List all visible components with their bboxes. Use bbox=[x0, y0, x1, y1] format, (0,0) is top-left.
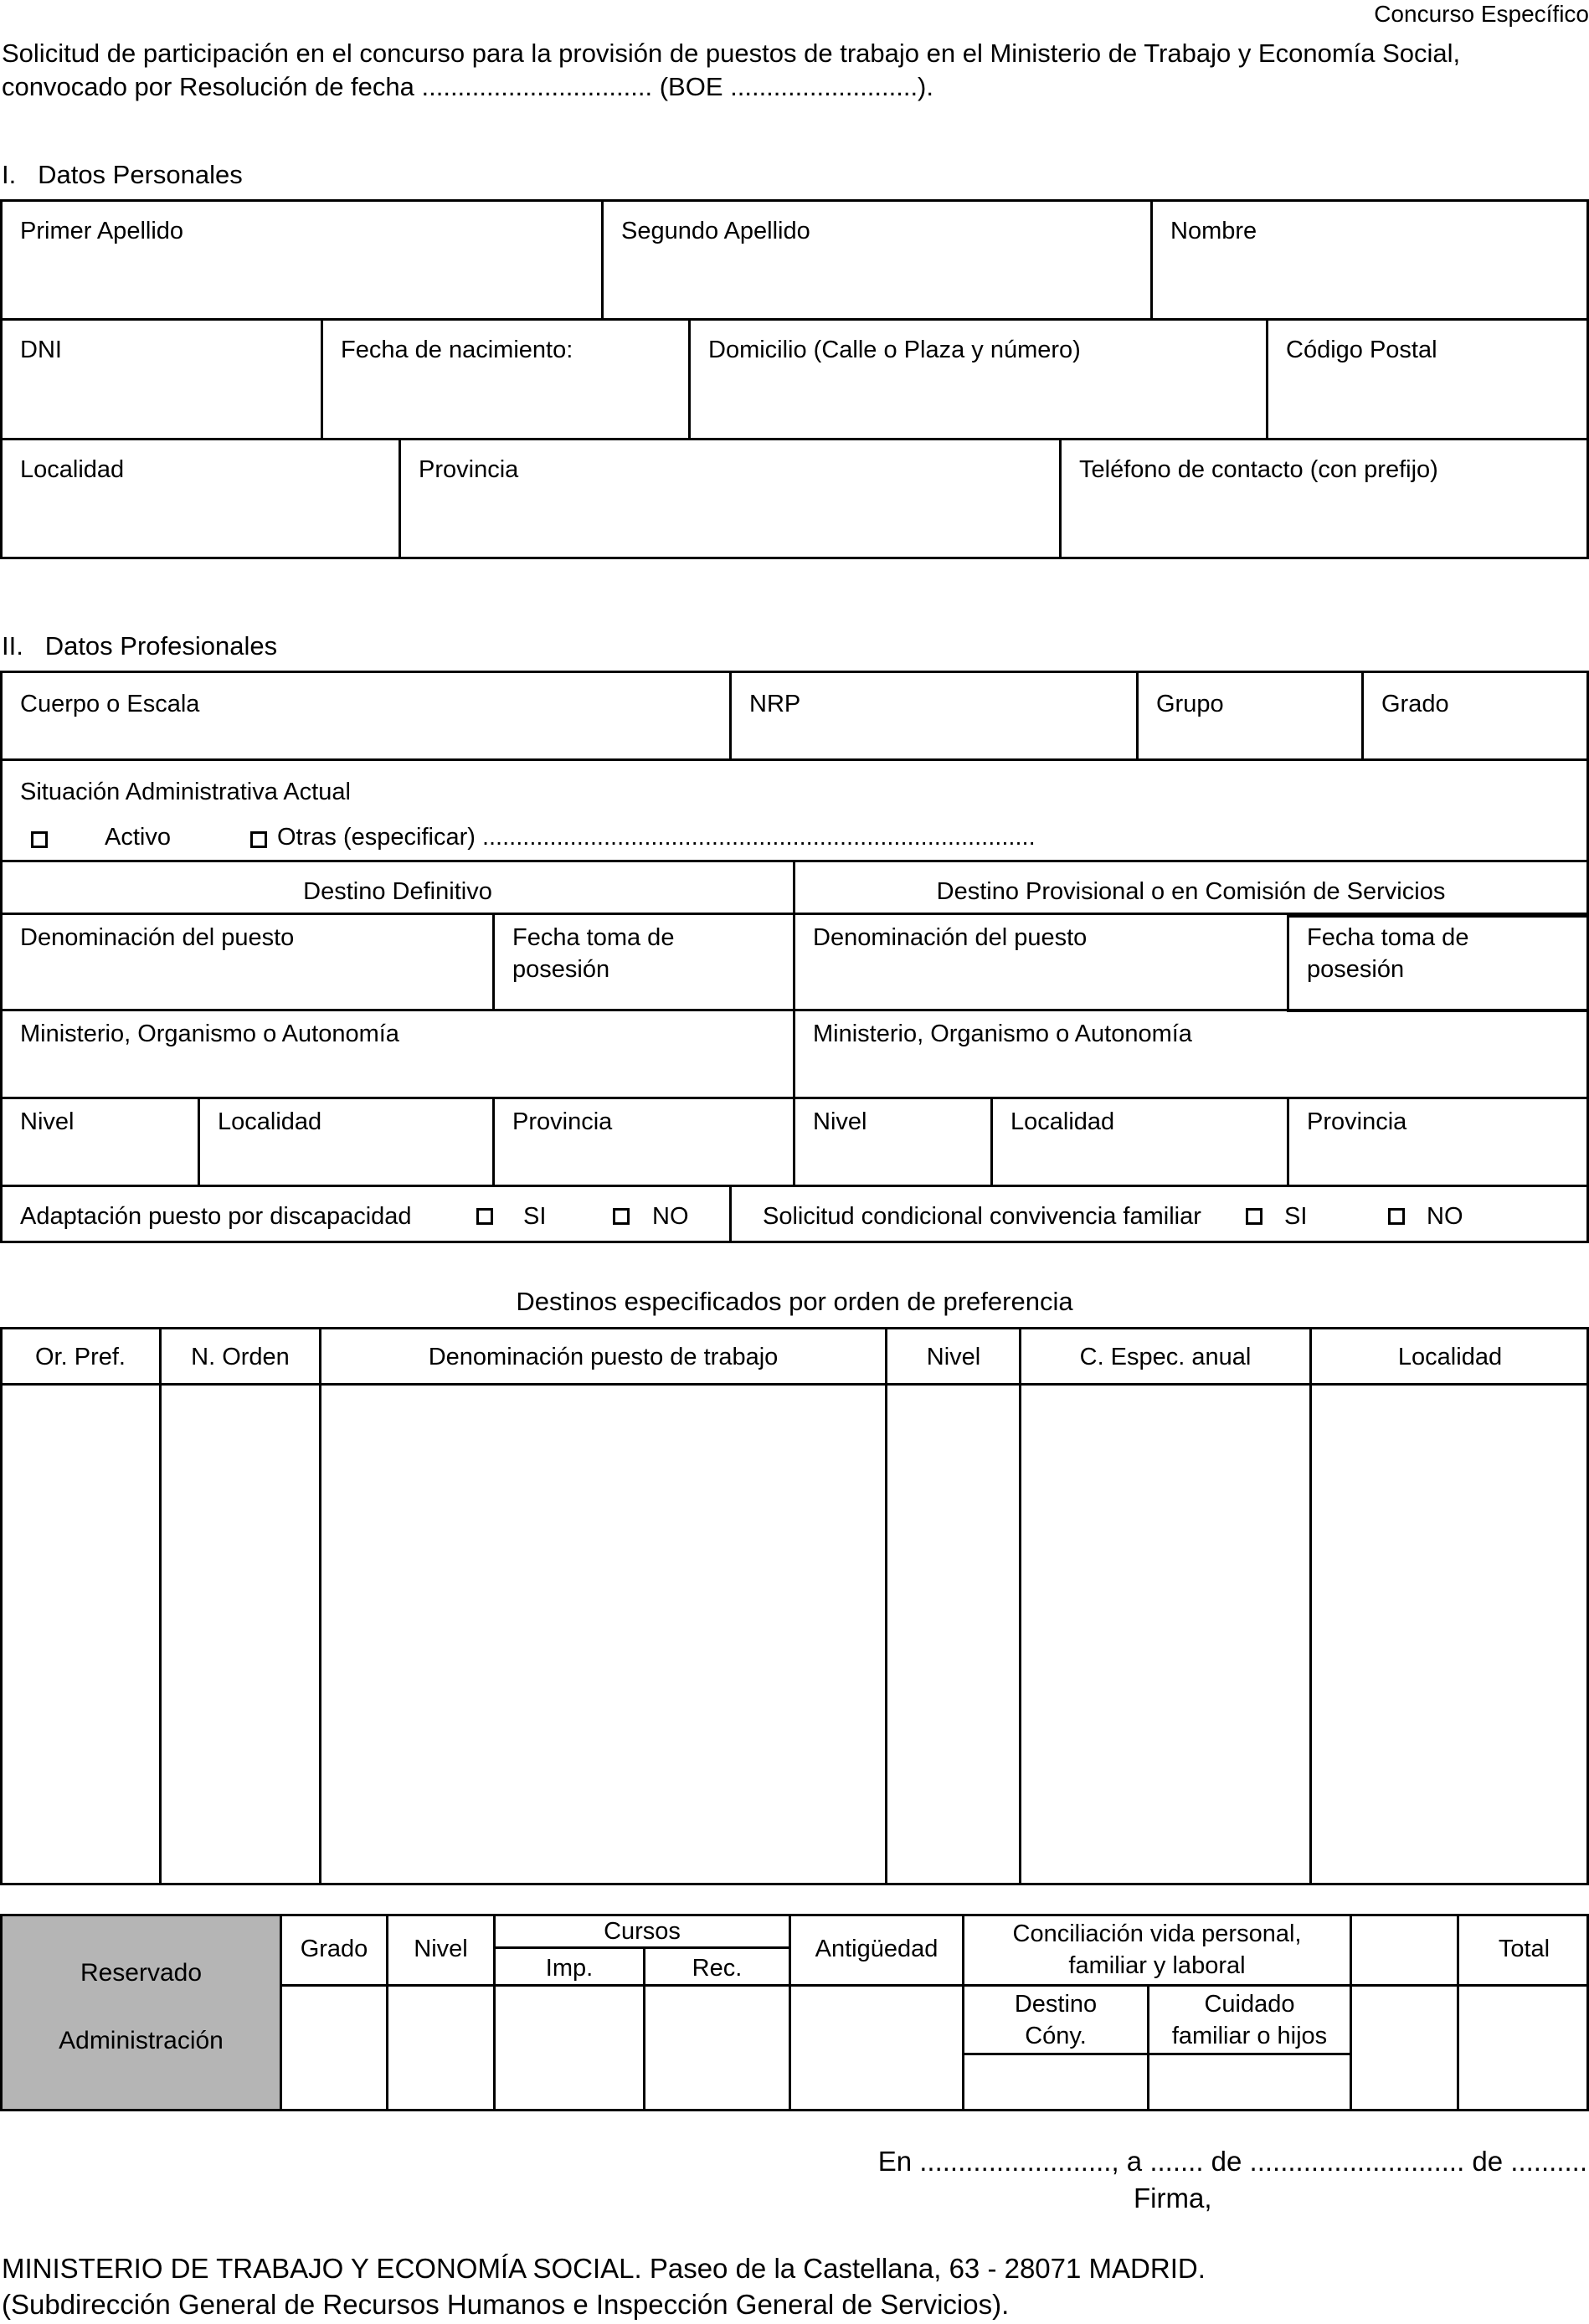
label-destino-definitivo: Destino Definitivo bbox=[303, 878, 492, 905]
solicitud-condicional-row bbox=[729, 1185, 1589, 1243]
label-primer-apellido: Primer Apellido bbox=[20, 218, 184, 244]
field-primer-apellido[interactable] bbox=[0, 199, 604, 321]
footer-subdireccion: (Subdirección General de Recursos Humanos e Inspección General de Servicios). bbox=[2, 2289, 1010, 2320]
label-convivencia-no: NO bbox=[1427, 1203, 1463, 1230]
label-codigo-postal: Código Postal bbox=[1286, 337, 1437, 363]
section-2-title: Datos Profesionales bbox=[44, 631, 278, 661]
field-nombre[interactable] bbox=[1150, 199, 1589, 321]
checkbox-activo[interactable] bbox=[31, 831, 48, 848]
label-admin-total: Total bbox=[1498, 1936, 1550, 1962]
field-def-fecha-toma[interactable] bbox=[492, 913, 795, 1011]
label-domicilio: Domicilio (Calle o Plaza y número) bbox=[708, 337, 1081, 363]
section-1-title: Datos Personales bbox=[38, 160, 243, 189]
label-prov-fecha-toma-1: Fecha toma de bbox=[1307, 924, 1469, 951]
col-header-nivel: Nivel bbox=[926, 1344, 981, 1370]
label-reservado: Reservado bbox=[80, 1959, 203, 1987]
field-def-nivel[interactable] bbox=[0, 1097, 200, 1187]
label-admin-cuidado-1: Cuidado bbox=[1204, 1991, 1295, 2018]
field-provincia[interactable] bbox=[399, 438, 1062, 559]
label-convivencia-si: SI bbox=[1284, 1203, 1308, 1230]
label-activo: Activo bbox=[105, 824, 171, 851]
label-fecha-nacimiento: Fecha de nacimiento: bbox=[341, 337, 573, 363]
label-solicitud-condicional: Solicitud condicional convivencia familiar bbox=[763, 1203, 1201, 1230]
col-header-n-orden: N. Orden bbox=[191, 1344, 290, 1370]
label-def-fecha-toma-2: posesión bbox=[512, 956, 610, 983]
signature-firma: Firma, bbox=[1134, 2183, 1212, 2213]
label-nombre: Nombre bbox=[1170, 218, 1257, 244]
label-prov-ministerio: Ministerio, Organismo o Autonomía bbox=[813, 1021, 1192, 1047]
field-domicilio[interactable] bbox=[688, 318, 1268, 440]
label-destino-provisional: Destino Provisional o en Comisión de Servicios bbox=[936, 878, 1446, 905]
label-prov-fecha-toma-2: posesión bbox=[1307, 956, 1405, 983]
reservado-administracion-cell bbox=[0, 1914, 282, 2111]
field-fecha-nacimiento[interactable] bbox=[321, 318, 691, 440]
field-cuerpo-escala[interactable] bbox=[0, 671, 732, 761]
label-def-ministerio: Ministerio, Organismo o Autonomía bbox=[20, 1021, 399, 1047]
field-codigo-postal[interactable] bbox=[1266, 318, 1589, 440]
section-1-number: I. bbox=[2, 160, 17, 189]
label-admin-antiguedad: Antigüedad bbox=[815, 1936, 938, 1962]
label-localidad: Localidad bbox=[20, 456, 125, 483]
label-admin-conciliacion-2: familiar y laboral bbox=[1068, 1952, 1246, 1979]
admin-col-divider-conciliacion bbox=[1350, 1914, 1352, 2111]
section-2-heading bbox=[2, 630, 277, 663]
form-type-tag: Concurso Específico bbox=[1374, 1, 1589, 27]
field-def-localidad[interactable] bbox=[198, 1097, 495, 1187]
label-def-nivel: Nivel bbox=[20, 1108, 75, 1135]
label-admin-conciliacion-1: Conciliación vida personal, bbox=[1012, 1920, 1302, 1947]
label-admin-rec: Rec. bbox=[692, 1955, 743, 1982]
label-cuerpo-escala: Cuerpo o Escala bbox=[20, 691, 200, 717]
admin-conciliacion-divider bbox=[962, 2053, 1351, 2055]
label-prov-localidad: Localidad bbox=[1010, 1108, 1115, 1135]
field-def-denominacion[interactable] bbox=[0, 913, 495, 1011]
destinos-entry-area[interactable] bbox=[3, 1386, 1586, 1883]
label-def-fecha-toma-1: Fecha toma de bbox=[512, 924, 675, 951]
label-segundo-apellido: Segundo Apellido bbox=[621, 218, 810, 244]
label-admin-cuidado-2: familiar o hijos bbox=[1171, 2023, 1328, 2049]
field-grado[interactable] bbox=[1361, 671, 1589, 761]
situacion-administrativa-block bbox=[0, 758, 1589, 862]
label-adaptacion: Adaptación puesto por discapacidad bbox=[20, 1203, 412, 1230]
section-2-number: II. bbox=[2, 631, 23, 661]
field-grupo[interactable] bbox=[1136, 671, 1364, 761]
label-prov-nivel: Nivel bbox=[813, 1108, 867, 1135]
header-destino-provisional bbox=[793, 860, 1589, 915]
label-adaptacion-no: NO bbox=[652, 1203, 689, 1230]
field-nrp[interactable] bbox=[729, 671, 1139, 761]
footer-address: MINISTERIO DE TRABAJO Y ECONOMÍA SOCIAL. Paseo de la Castellana, 63 - 28071 MADRID. bbox=[2, 2253, 1206, 2284]
label-dni: DNI bbox=[20, 337, 62, 363]
label-def-denominacion: Denominación del puesto bbox=[20, 924, 295, 951]
label-admin-nivel: Nivel bbox=[414, 1936, 468, 1962]
label-administracion: Administración bbox=[59, 2027, 224, 2054]
checkbox-convivencia-no[interactable] bbox=[1388, 1208, 1405, 1225]
signature-place-date: En ........................., a ....... de ............................ de .......... bbox=[877, 2146, 1587, 2177]
label-admin-destino-1: Destino bbox=[1014, 1991, 1098, 2018]
label-admin-imp: Imp. bbox=[545, 1955, 594, 1982]
destinos-title: Destinos especificados por orden de preferencia bbox=[516, 1287, 1073, 1316]
adaptacion-discapacidad-row bbox=[0, 1185, 732, 1243]
label-def-provincia: Provincia bbox=[512, 1108, 613, 1135]
admin-header-divider bbox=[280, 1984, 1589, 1987]
field-prov-ministerio[interactable] bbox=[793, 1009, 1589, 1099]
field-def-ministerio[interactable] bbox=[0, 1009, 795, 1099]
intro-line-2: convocado por Resolución de fecha ................................ (BOE ..........................). bbox=[2, 72, 933, 101]
field-def-provincia[interactable] bbox=[492, 1097, 795, 1187]
col-header-denominacion: Denominación puesto de trabajo bbox=[428, 1344, 779, 1370]
field-telefono[interactable] bbox=[1059, 438, 1589, 559]
label-situacion: Situación Administrativa Actual bbox=[20, 779, 351, 805]
field-segundo-apellido[interactable] bbox=[601, 199, 1153, 321]
label-telefono: Teléfono de contacto (con prefijo) bbox=[1079, 456, 1438, 483]
checkbox-adaptacion-si[interactable] bbox=[476, 1208, 493, 1225]
checkbox-convivencia-si[interactable] bbox=[1246, 1208, 1262, 1225]
intro-line-1: Solicitud de participación en el concurso para la provisión de puestos de trabajo en el Ministerio de Trabajo y Economía Social, bbox=[2, 39, 1461, 68]
label-otras: Otras (especificar) .................................................................................. bbox=[277, 824, 1036, 851]
label-admin-cursos: Cursos bbox=[604, 1918, 681, 1945]
field-prov-nivel[interactable] bbox=[793, 1097, 993, 1187]
label-adaptacion-si: SI bbox=[523, 1203, 547, 1230]
label-prov-provincia: Provincia bbox=[1307, 1108, 1407, 1135]
section-1-heading bbox=[2, 158, 243, 192]
label-nrp: NRP bbox=[749, 691, 801, 717]
field-prov-fecha-toma[interactable] bbox=[1287, 915, 1589, 1012]
checkbox-otras[interactable] bbox=[250, 831, 267, 848]
label-prov-denominacion: Denominación del puesto bbox=[813, 924, 1088, 951]
label-provincia: Provincia bbox=[419, 456, 519, 483]
label-admin-grado: Grado bbox=[300, 1936, 368, 1962]
label-grado: Grado bbox=[1381, 691, 1449, 717]
col-header-or-pref: Or. Pref. bbox=[35, 1344, 126, 1370]
field-prov-localidad[interactable] bbox=[990, 1097, 1289, 1187]
label-grupo: Grupo bbox=[1156, 691, 1224, 717]
label-def-localidad: Localidad bbox=[218, 1108, 322, 1135]
field-prov-denominacion[interactable] bbox=[793, 913, 1289, 1011]
checkbox-adaptacion-no[interactable] bbox=[613, 1208, 630, 1225]
header-destino-definitivo bbox=[0, 860, 795, 915]
field-prov-provincia[interactable] bbox=[1287, 1097, 1589, 1187]
label-admin-destino-2: Cóny. bbox=[1025, 2023, 1087, 2049]
field-localidad[interactable] bbox=[0, 438, 401, 559]
field-dni[interactable] bbox=[0, 318, 323, 440]
col-header-c-espec-anual: C. Espec. anual bbox=[1079, 1344, 1252, 1370]
col-header-localidad: Localidad bbox=[1397, 1344, 1503, 1370]
